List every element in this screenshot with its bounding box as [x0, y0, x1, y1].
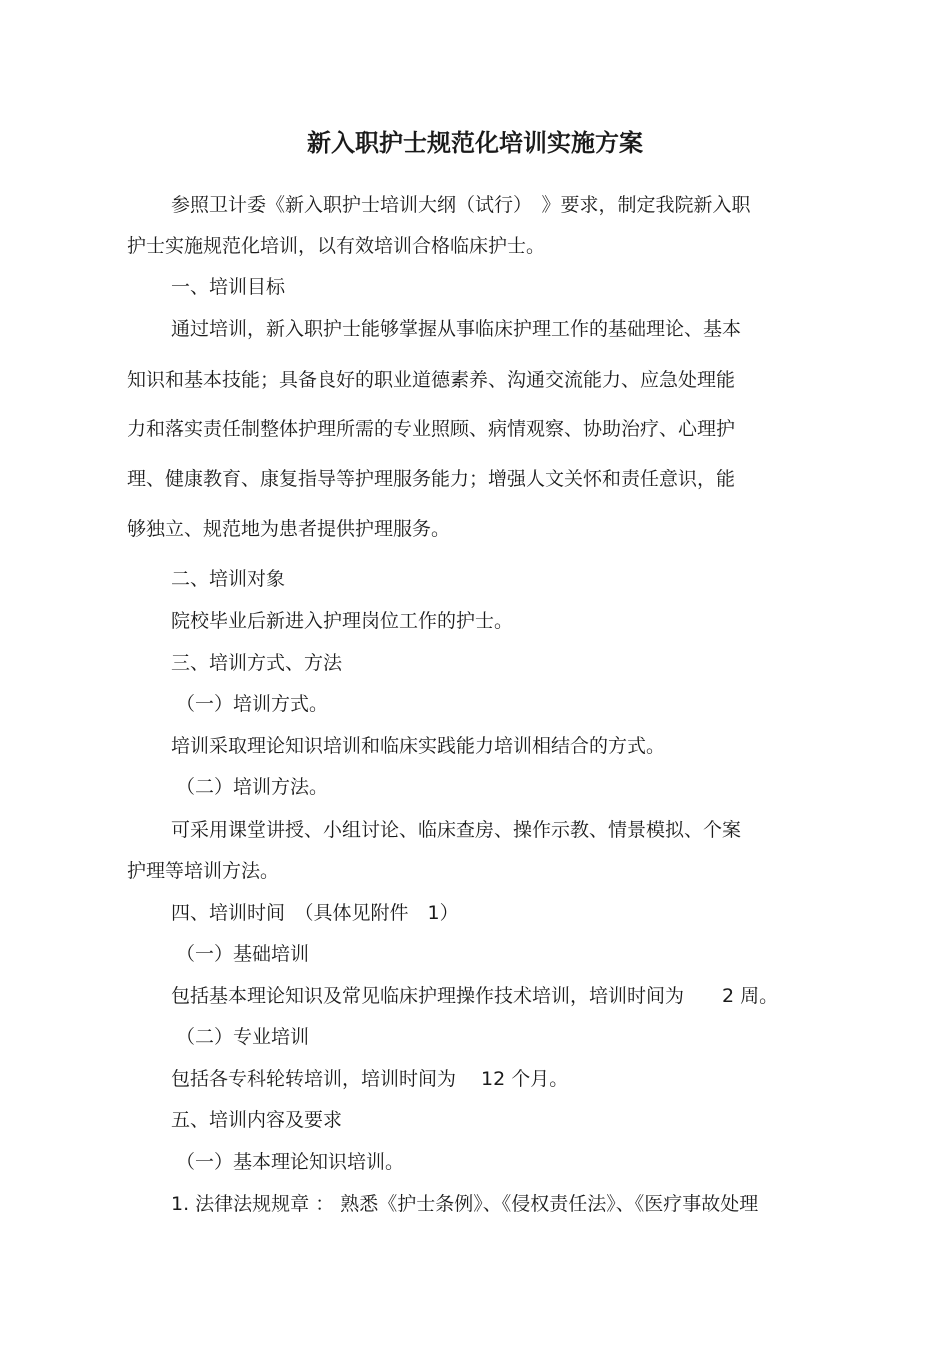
paragraph-line: 培训采取理论知识培训和临床实践能力培训相结合的方式。: [171, 735, 666, 757]
subsection-heading: （一）培训方式。: [176, 693, 329, 715]
paragraph-line: 理、健康教育、康复指导等护理服务能力；增强人文关怀和责任意识，能: [127, 468, 736, 490]
paragraph-line: 通过培训，新入职护士能够掌握从事临床护理工作的基础理论、基本: [171, 318, 742, 340]
subsection-heading: （二）培训方法。: [176, 776, 329, 798]
paragraph-line: 包括各专科轮转培训，培训时间为 12 个月。: [171, 1068, 569, 1090]
section-heading: 四、培训时间 （具体见附件 1）: [171, 902, 459, 924]
paragraph-line: 力和落实责任制整体护理所需的专业照顾、病情观察、协助治疗、心理护: [127, 418, 736, 440]
section-heading: 五、培训内容及要求: [171, 1109, 343, 1131]
paragraph-line: 可采用课堂讲授、小组讨论、临床查房、操作示教、情景模拟、个案: [171, 819, 742, 841]
section-heading: 二、培训对象: [171, 568, 286, 590]
paragraph-line: 参照卫计委《新入职护士培训大纲（试行） 》要求，制定我院新入职: [171, 194, 751, 216]
paragraph-line: 1. 法律法规规章 ： 熟悉《护士条例》、《侵权责任法》、《医疗事故处理: [171, 1193, 759, 1215]
subsection-heading: （一）基础培训: [176, 943, 310, 965]
paragraph-line: 院校毕业后新进入护理岗位工作的护士。: [171, 610, 514, 632]
section-heading: 一、培训目标: [171, 276, 286, 298]
paragraph-line: 包括基本理论知识及常见临床护理操作技术培训，培训时间为 2 周。: [171, 985, 779, 1007]
document-title: 新入职护士规范化培训实施方案: [307, 129, 643, 157]
paragraph-line: 护理等培训方法。: [127, 860, 280, 882]
paragraph-line: 够独立、规范地为患者提供护理服务。: [127, 518, 451, 540]
subsection-heading: （二）专业培训: [176, 1026, 310, 1048]
subsection-heading: （一）基本理论知识培训。: [176, 1151, 405, 1173]
section-heading: 三、培训方式、方法: [171, 652, 343, 674]
paragraph-line: 知识和基本技能；具备良好的职业道德素养、沟通交流能力、应急处理能: [127, 369, 736, 391]
paragraph-line: 护士实施规范化培训，以有效培训合格临床护士。: [127, 235, 546, 257]
